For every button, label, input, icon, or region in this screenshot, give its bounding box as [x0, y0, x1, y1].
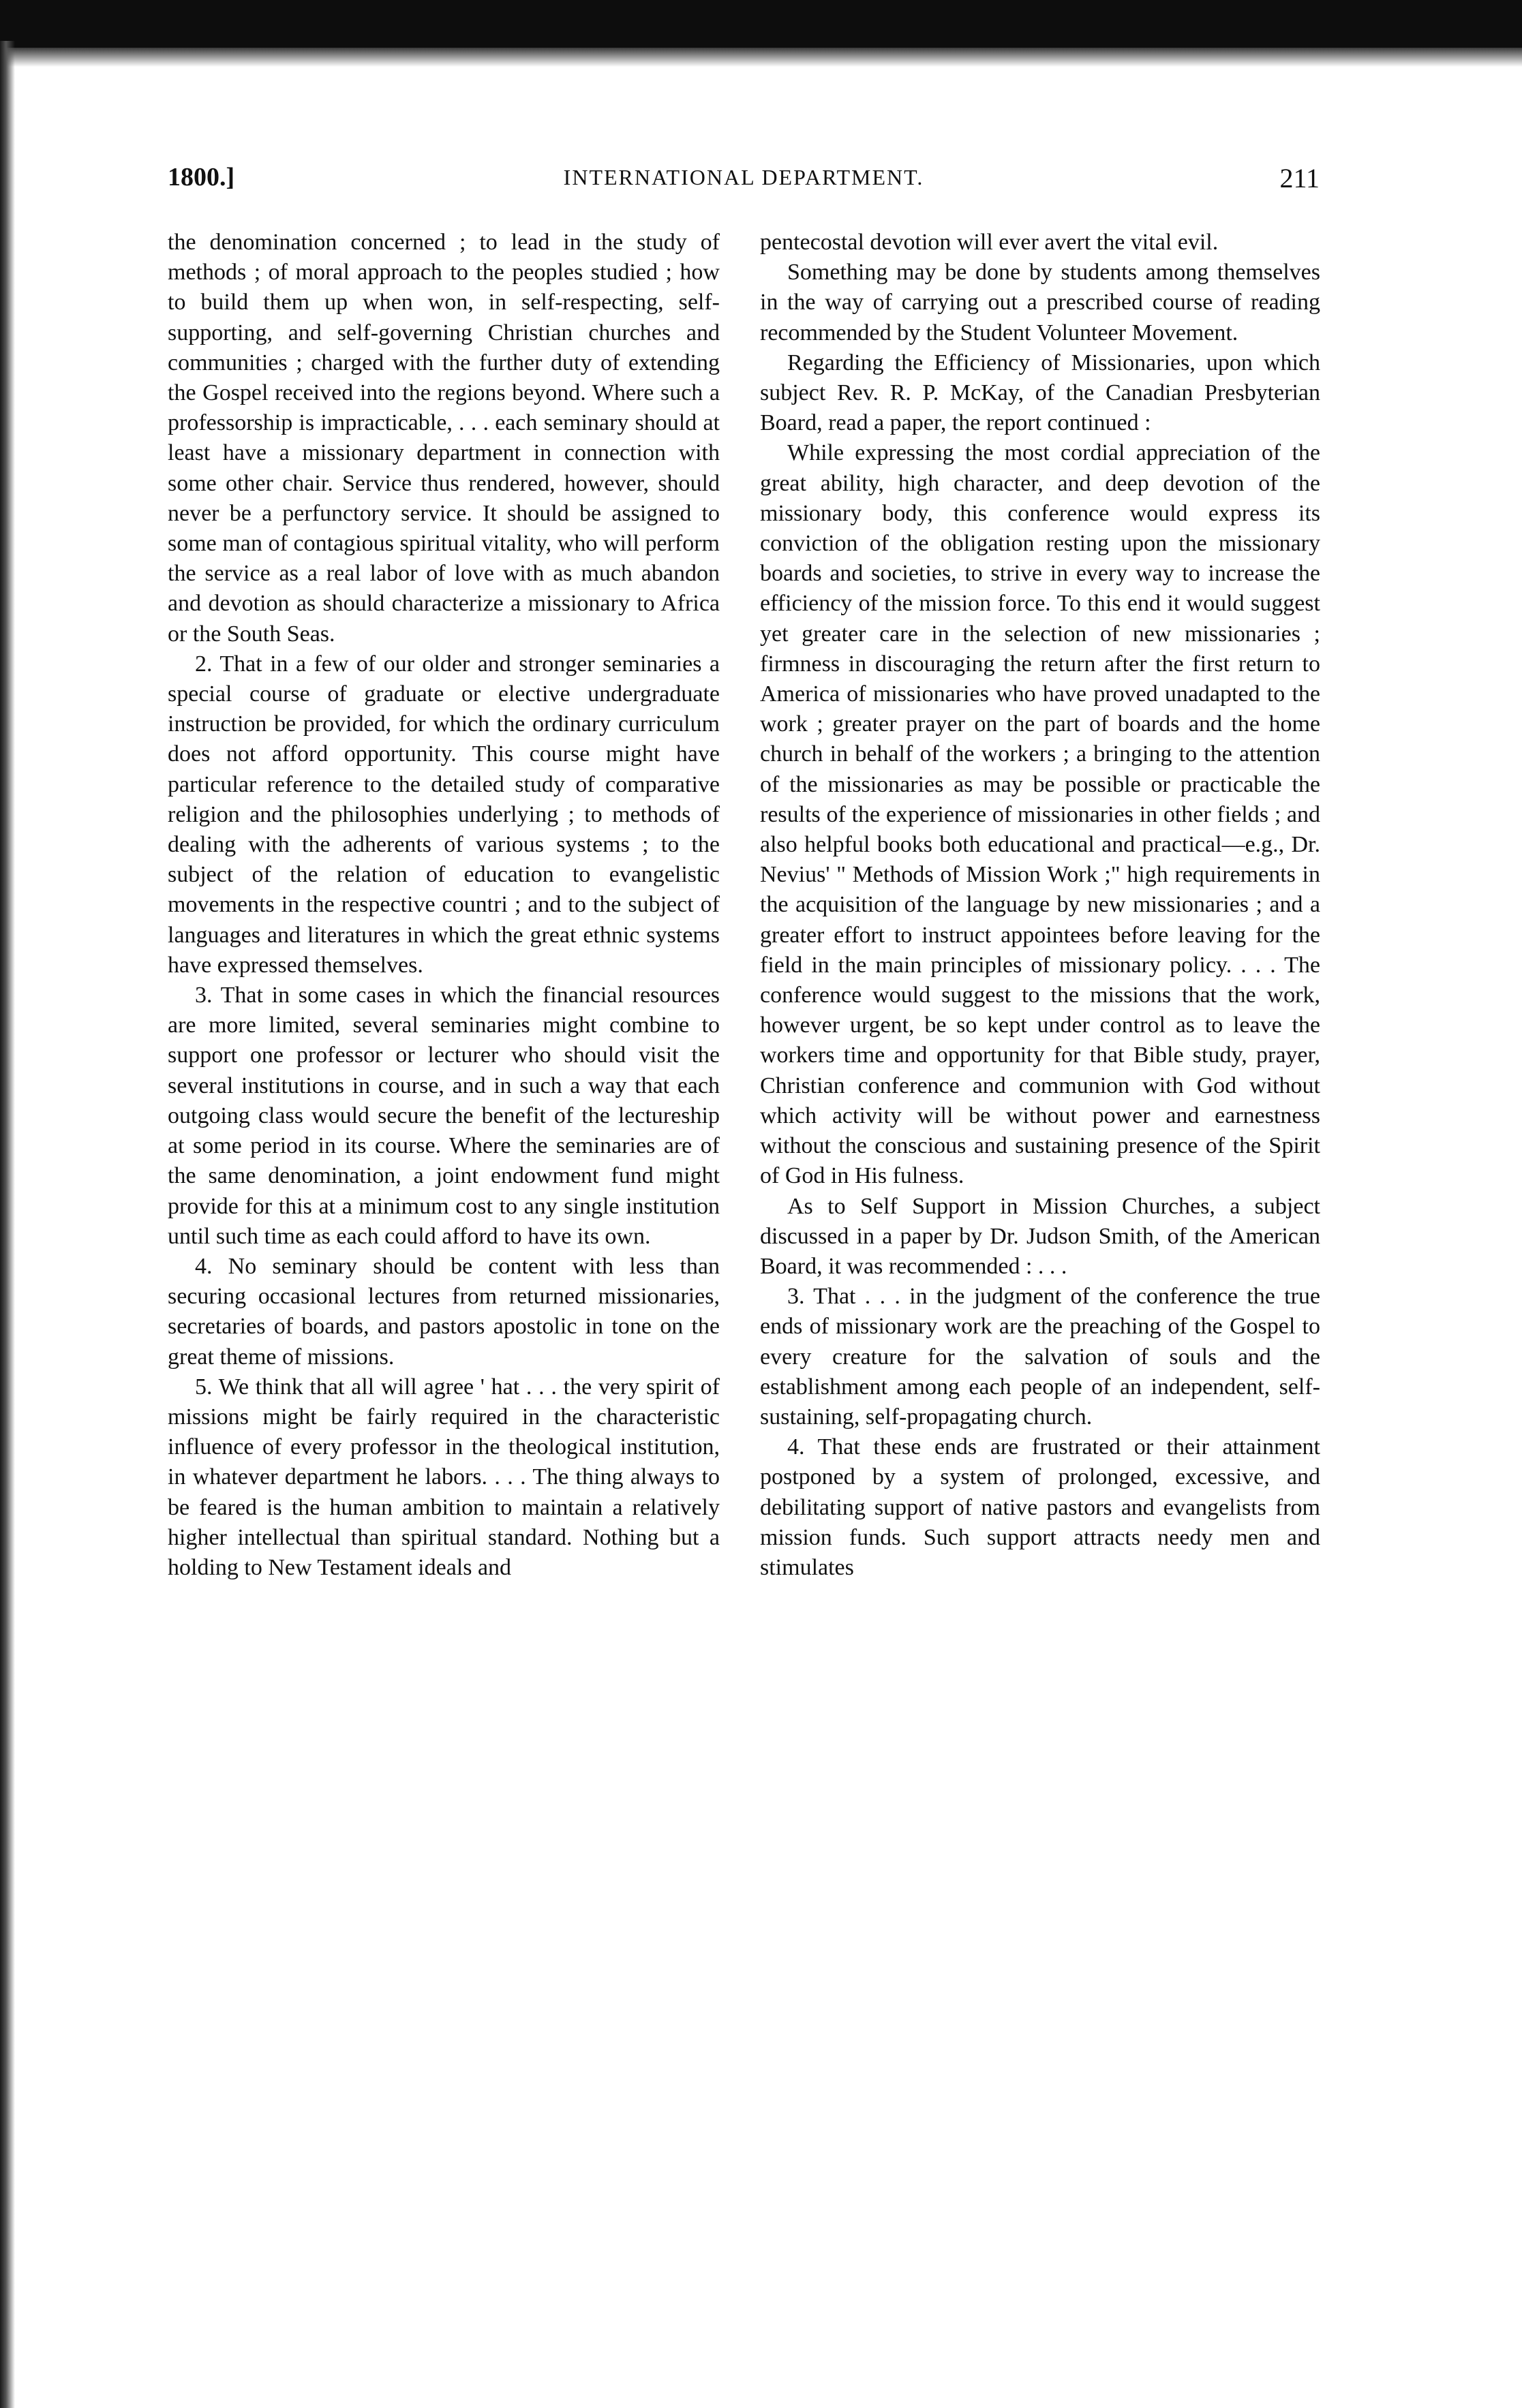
paragraph: 3. That . . . in the judgment of the conference the true ends of missionary work are the preaching of the Gospel to every creature for the salvation of souls and the establishment among each people of an independent, self-sustaining, self-propagating church. [760, 1284, 1320, 1430]
scan-top-shadow [0, 48, 1522, 67]
header-year: 1800.] [168, 163, 235, 191]
paragraph: Something may be done by students among themselves in the way of carrying out a prescribed course of reading recommended by the Student Volunteer Movement. [760, 260, 1320, 345]
paragraph: Regarding the Efficiency of Missionaries, upon which subject Rev. R. P. McKay, of the Canadian Presbyterian Board, read a paper, the report continued : [760, 350, 1320, 436]
paragraph: As to Self Support in Mission Churches, a subject discussed in a paper by Dr. Judson Smith, of the American Board, it was recommended : . . . [760, 1193, 1320, 1279]
paragraph: 4. No seminary should be content with less than securing occasional lectures from returned missionaries, secretaries of boards, and pastors apostolic in tone on the great theme of missions. [168, 1253, 720, 1370]
paragraph: 4. That these ends are frustrated or their attainment postponed by a system of prolonged, excessive, and debilitating support of native pastors and evangelists from mission funds. Such support attracts needy men and stimulates [760, 1434, 1320, 1580]
paragraph: 5. We think that all will agree ' hat . . . the very spirit of missions might be fairly required in the characteristic influence of every professor in the theological institution, in whatever department he labors. . . . The thing always to be feared is the human ambition to maintain a relatively higher intellectual than spiritual standard. Nothing but a holding to New Testament ideals and [168, 1374, 720, 1580]
paragraph: pentecostal devotion will ever avert the vital evil. [760, 230, 1219, 255]
scan-top-border [0, 0, 1522, 48]
quoted-paragraph: While expressing the most cordial appreciation of the great ability, high character, and deep devotion of the missionary body, this conference would express its conviction of the obligation resting upon the missionary boards and societies, to strive in every way to increase the efficiency of the mission force. To this end it would suggest yet greater care in the selection of new missionaries ; firmness in discouraging the return after the first return to America of missionaries who have proved unadapted to the work ; greater prayer on the part of boards and the home church in behalf of the workers ; a bringing to the attention of the missionaries as may be possible or practicable the results of the experience of missionaries in other fields ; and also helpful books both educational and practical—e.g., Dr. Nevius' " Methods of Mission Work ;" high requirements in the acquisition of the language by new missionaries ; and a greater effort to instruct appointees before leaving for the field in the main principles of missionary policy. . . . The conference would suggest to the missions that the work, however urgent, be so kept under control as to leave the workers time and opportunity for that Bible study, prayer, Christian conference and communion with God without which activity will be without power and earnestness without the conscious and sustaining presence of the Spirit of God in His fulness. [760, 440, 1320, 1189]
paragraph: 2. That in a few of our older and stronger seminaries a special course of graduate or elective undergraduate instruction be provided, for which the ordinary curriculum does not afford opportunity. This course might have particular reference to the detailed study of comparative religion and the philosophies underlying ; to methods of dealing with the adherents of various systems ; to the subject of the relation of education to evangelistic movements in the respective countri ; and to the subject of languages and literatures in which the great ethnic systems have expressed themselves. [168, 651, 720, 978]
paragraph: the denomination concerned ; to lead in the study of methods ; of moral approach to the peoples studied ; how to build them up when won, in self-respecting, self-supporting, and self-governing Christian churches and communities ; charged with the further duty of extending the Gospel received into the regions beyond. Where such a professorship is impracticable, . . . each seminary should at least have a missionary department in connection with some other chair. Service thus rendered, however, should never be a perfunctory service. It should be assigned to some man of contagious spiritual vitality, who will perform the service as a real labor of love with as much abandon and devotion as should characterize a missionary to Africa or the South Seas. [168, 230, 720, 647]
header-title: INTERNATIONAL DEPARTMENT. [563, 165, 924, 189]
paragraph: 3. That in some cases in which the financial resources are more limited, several seminaries might combine to support one professor or lecturer who should visit the several institutions in course, and in such a way that each outgoing class would secure the benefit of the lectureship at some period in its course. Where the seminaries are of the same denomination, a joint endowment fund might provide for this at a minimum cost to any single institution until such time as each could afford to have its own. [168, 983, 720, 1249]
left-column [168, 228, 720, 1583]
page-number: 211 [1279, 163, 1320, 194]
running-head [168, 162, 1320, 203]
scan-left-edge [0, 41, 15, 2408]
right-column [760, 228, 1320, 1583]
